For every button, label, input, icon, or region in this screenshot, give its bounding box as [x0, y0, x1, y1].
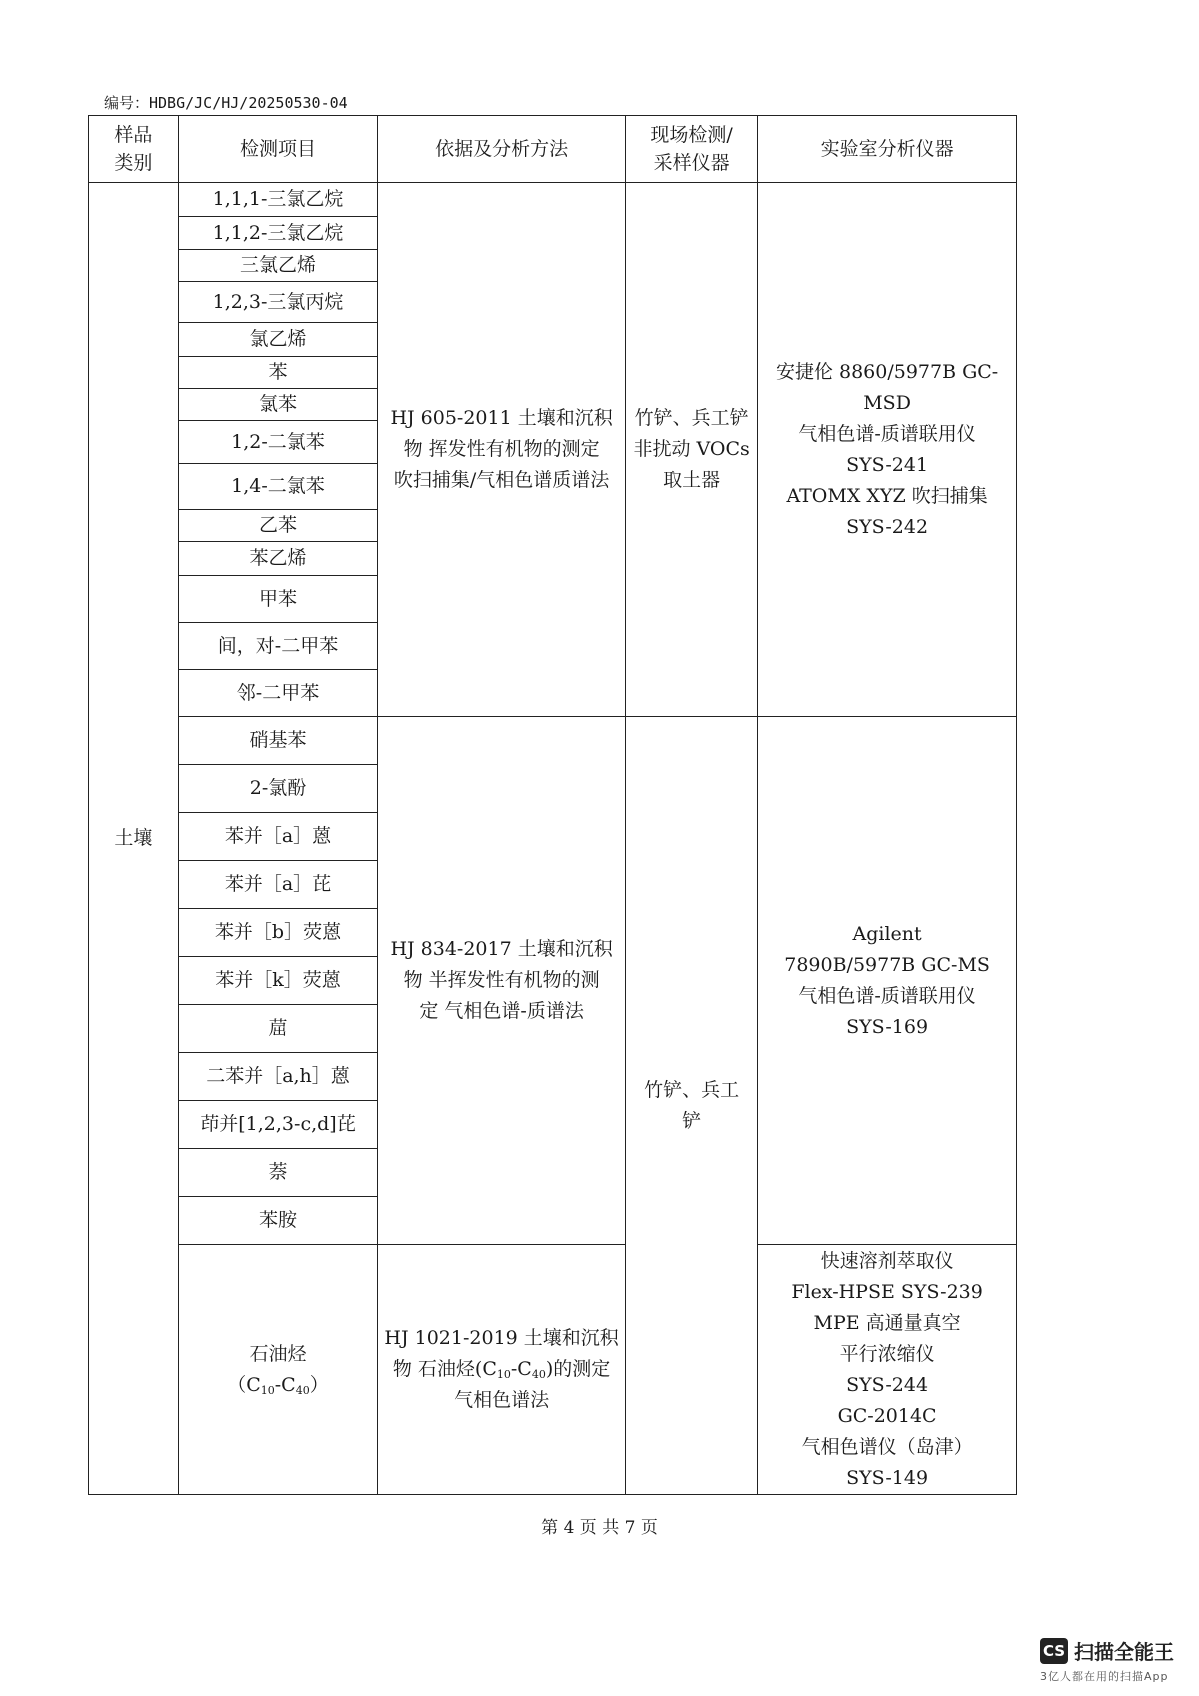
test-item: 1,1,1-三氯乙烷: [178, 183, 377, 217]
test-item: 硝基苯: [178, 717, 377, 765]
test-method-table: [88, 115, 1017, 1495]
test-item: 苯胺: [178, 1197, 377, 1245]
test-item: 二苯并［a,h］蒽: [178, 1053, 377, 1101]
table-row: [89, 1245, 1017, 1495]
test-item-petroleum: 石油烃 $(C_{10}-C_{40})$: [178, 1245, 377, 1495]
test-item: 1,2-二氯苯: [178, 421, 377, 464]
method-cell-g1: HJ 605-2011 土壤和沉积 物 挥发性有机物的测定 吹扫捕集/气相色谱质谱法: [378, 183, 626, 717]
test-item: 䓛: [178, 1005, 377, 1053]
camscanner-icon: CS: [1040, 1638, 1068, 1664]
test-item: 甲苯: [178, 576, 377, 623]
lab-instrument-g3: 快速溶剂萃取仪 Flex-HPSE SYS-239 MPE 高通量真空 平行浓缩仪 SYS-244 GC-2014C 气相色谱仪（岛津） SYS-149: [758, 1245, 1017, 1495]
test-item: 苯并［a］芘: [178, 861, 377, 909]
page-number: 第 4 页 共 7 页: [541, 1518, 658, 1538]
test-item: 间，对-二甲苯: [178, 623, 377, 670]
header-field-instrument: 现场检测/ 采样仪器: [626, 116, 758, 183]
header-test-item: 检测项目: [178, 116, 377, 183]
header-method: 依据及分析方法: [378, 116, 626, 183]
table-header-row: [89, 116, 1017, 183]
test-item: 苯并［a］蒽: [178, 813, 377, 861]
header-lab-instrument: 实验室分析仪器: [758, 116, 1017, 183]
field-instrument-g2: 竹铲、兵工 铲: [626, 717, 758, 1495]
header-sample-type: 样品 类别: [89, 116, 179, 183]
test-item: 苯并［k］荧蒽: [178, 957, 377, 1005]
lab-instrument-g2: Agilent 7890B/5977B GC-MS 气相色谱-质谱联用仪 SYS-169: [758, 717, 1017, 1245]
test-item: 苯并［b］荧蒽: [178, 909, 377, 957]
test-item: 1,4-二氯苯: [178, 464, 377, 510]
watermark-tagline: 3亿人都在用的扫描App: [1040, 1670, 1169, 1683]
lab-instrument-g1: 安捷伦 8860/5977B GC-MSD 气相色谱-质谱联用仪 SYS-241 ATOMX XYZ 吹扫捕集 SYS-242: [758, 183, 1017, 717]
test-item: 萘: [178, 1149, 377, 1197]
method-cell-g3: HJ 1021-2019 土壤和沉积 物 石油烃$(C_{10}-C_{40})$的测定 气相色谱法: [378, 1245, 626, 1495]
sample-category: 土壤: [89, 183, 179, 1495]
table-row: [89, 717, 1017, 765]
test-item: 三氯乙烯: [178, 250, 377, 282]
test-item: 1,2,3-三氯丙烷: [178, 282, 377, 323]
table-row: [89, 183, 1017, 217]
test-item: 氯苯: [178, 389, 377, 421]
document-number: 编号：HDBG/JC/HJ/20250530-04: [104, 92, 1004, 116]
watermark-name: 扫描全能王: [1074, 1640, 1174, 1664]
scanner-watermark-logo: [1040, 1636, 1174, 1665]
test-item: 1,1,2-三氯乙烷: [178, 217, 377, 250]
test-item: 苯乙烯: [178, 542, 377, 576]
carbon-range: $(C_{10}-C_{40})$: [227, 1373, 329, 1397]
test-item: 乙苯: [178, 510, 377, 542]
test-item: 氯乙烯: [178, 323, 377, 357]
method-cell-g2: HJ 834-2017 土壤和沉积 物 半挥发性有机物的测 定 气相色谱-质谱法: [378, 717, 626, 1245]
test-item: 2-氯酚: [178, 765, 377, 813]
test-item: 茚并[1,2,3-c,d]芘: [178, 1101, 377, 1149]
field-instrument-g1: 竹铲、兵工铲 非扰动 VOCs 取土器: [626, 183, 758, 717]
test-item: 苯: [178, 357, 377, 389]
test-item: 邻-二甲苯: [178, 670, 377, 717]
